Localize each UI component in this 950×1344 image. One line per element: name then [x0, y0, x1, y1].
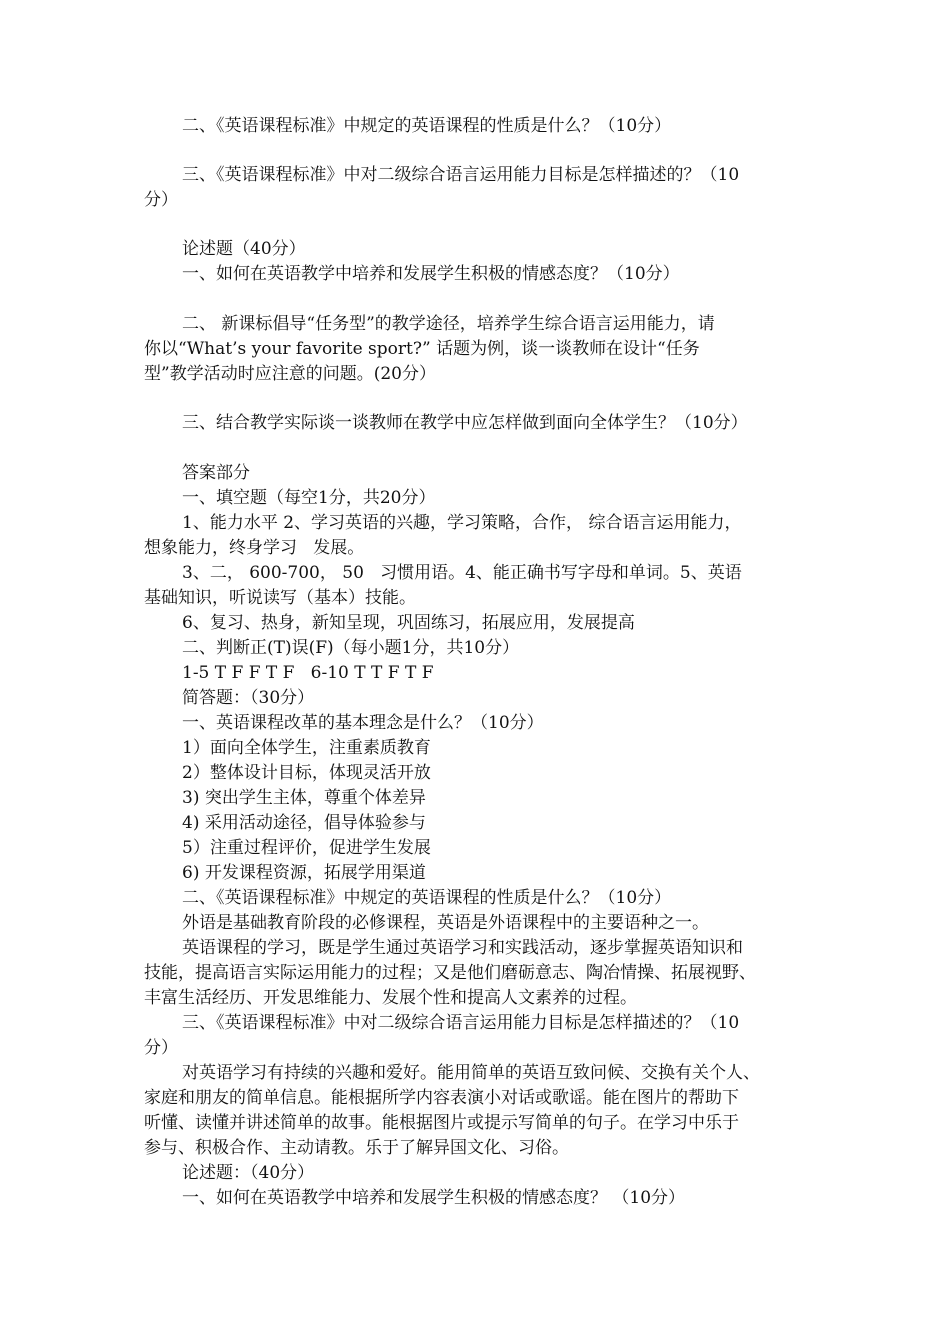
- section-heading: 简答题：（30分）: [182, 688, 315, 708]
- text-line: 三、《英语课程标准》中对二级综合语言运用能力目标是怎样描述的？（10: [182, 165, 740, 185]
- text-line: 1、能力水平 2、学习英语的兴趣，学习策略，合作， 综合语言运用能力，: [182, 513, 742, 533]
- text-line: 3、二， 600-700， 50 习惯用语。4、能正确书写字母和单词。5、英语: [182, 563, 742, 583]
- text-line: 分）: [144, 190, 178, 210]
- text-line: 想象能力，终身学习 发展。: [144, 538, 365, 558]
- text-line: 1-5 T F F T F 6-10 T T F T F: [182, 663, 434, 683]
- text-line: 基础知识，听说读写（基本）技能。: [144, 588, 416, 608]
- text-line: 家庭和朋友的简单信息。能根据所学内容表演小对话或歌谣。能在图片的帮助下: [144, 1088, 739, 1108]
- text-line: 听懂、读懂并讲述简单的故事。能根据图片或提示写简单的句子。在学习中乐于: [144, 1113, 739, 1133]
- list-item: 1）面向全体学生，注重素质教育: [182, 738, 431, 758]
- section-heading: 二、判断正(T)误(F)（每小题1分，共10分）: [182, 638, 520, 658]
- text-line: 二、 新课标倡导“任务型”的教学途径，培养学生综合语言运用能力，请: [182, 314, 715, 334]
- section-heading: 一、填空题（每空1分，共20分）: [182, 488, 436, 508]
- list-item: 4) 采用活动途径，倡导体验参与: [182, 813, 426, 833]
- text-line: 英语课程的学习，既是学生通过英语学习和实践活动，逐步掌握英语知识和: [182, 938, 743, 958]
- list-item: 3) 突出学生主体，尊重个体差异: [182, 788, 426, 808]
- text-line: 一、如何在英语教学中培养和发展学生积极的情感态度？（10分）: [182, 264, 680, 284]
- text-line: 一、如何在英语教学中培养和发展学生积极的情感态度？ （10分）: [182, 1188, 686, 1208]
- list-item: 5）注重过程评价，促进学生发展: [182, 838, 431, 858]
- text-line: 你以“What’s your favorite sport?” 话题为例，谈一谈教师在设计“任务: [144, 339, 700, 359]
- text-line: 型”教学活动时应注意的问题。(20分）: [144, 364, 436, 384]
- section-heading: 论述题（40分）: [182, 239, 306, 259]
- list-item: 2）整体设计目标，体现灵活开放: [182, 763, 431, 783]
- text-line: 二、《英语课程标准》中规定的英语课程的性质是什么？（10分）: [182, 888, 672, 908]
- text-line: 技能，提高语言实际运用能力的过程；又是他们磨砺意志、陶冶情操、拓展视野、: [144, 963, 756, 983]
- text-line: 6、复习、热身，新知呈现，巩固练习，拓展应用，发展提高: [182, 613, 635, 633]
- section-heading: 论述题：（40分）: [182, 1163, 315, 1183]
- section-heading: 答案部分: [182, 463, 250, 483]
- list-item: 6) 开发课程资源，拓展学用渠道: [182, 863, 426, 883]
- text-line: 一、英语课程改革的基本理念是什么？（10分）: [182, 713, 544, 733]
- text-line: 三、《英语课程标准》中对二级综合语言运用能力目标是怎样描述的？（10: [182, 1013, 740, 1033]
- text-line: 外语是基础教育阶段的必修课程，英语是外语课程中的主要语种之一。: [182, 913, 709, 933]
- text-line: 参与、积极合作、主动请教。乐于了解异国文化、习俗。: [144, 1138, 569, 1158]
- text-line: 分）: [144, 1038, 178, 1058]
- text-line: 三、结合教学实际谈一谈教师在教学中应怎样做到面向全体学生？（10分）: [182, 413, 748, 433]
- text-line: 丰富生活经历、开发思维能力、发展个性和提高人文素养的过程。: [144, 988, 637, 1008]
- text-line: 对英语学习有持续的兴趣和爱好。能用简单的英语互致问候、交换有关个人、: [182, 1063, 760, 1083]
- text-line: 二、《英语课程标准》中规定的英语课程的性质是什么？（10分）: [182, 116, 672, 136]
